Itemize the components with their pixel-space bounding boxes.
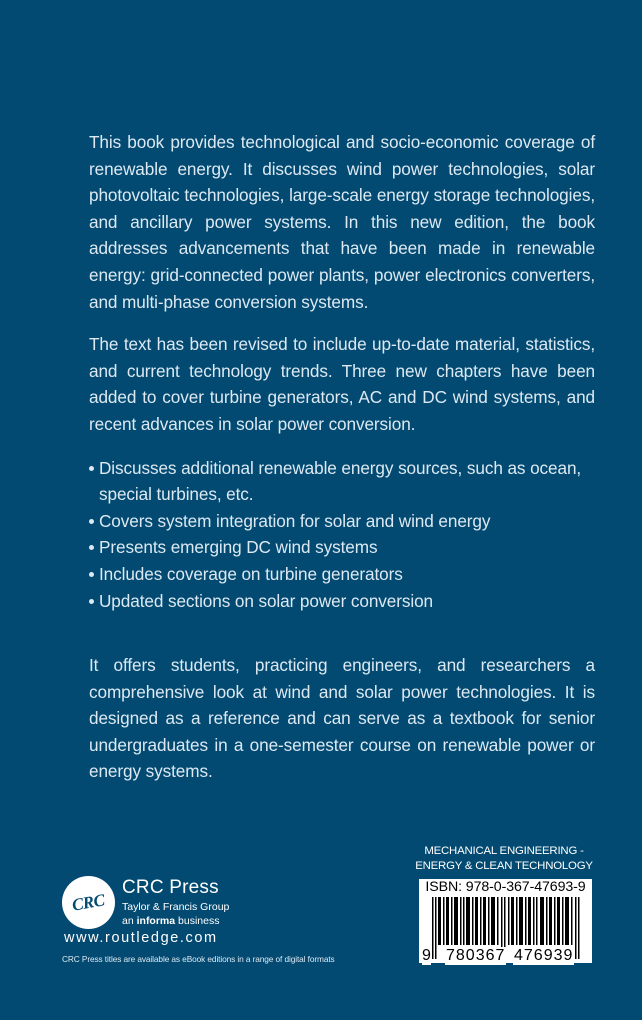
bullet-icon	[89, 599, 94, 604]
bullet-icon	[89, 519, 94, 524]
publisher-website: www.routledge.com	[64, 930, 218, 946]
bullet-icon	[89, 572, 94, 577]
publisher-name: CRC Press	[122, 877, 219, 898]
feature-list-item: Discusses additional renewable energy sources, such as ocean, special turbines, etc.	[89, 455, 595, 508]
ebook-availability-note: CRC Press titles are available as eBook editions in a range of digital formats	[62, 954, 335, 964]
blurb-paragraph-3: It offers students, practicing engineers, and researchers a comprehensive look at wind and solar power technologies. It is designed as a reference and can serve as a textbook for senior undergraduates in a one-semester course on renewable power or energy systems.	[89, 655, 595, 782]
publisher-informa-tagline: an informa business	[122, 915, 220, 927]
classification-line-1: MECHANICAL ENGINEERING -	[424, 845, 584, 857]
feature-list-item: Covers system integration for solar and wind energy	[89, 508, 595, 535]
isbn-barcode	[419, 879, 592, 963]
feature-list-item: Presents emerging DC wind systems	[89, 534, 595, 561]
barcode-lead-digit: 9	[422, 947, 431, 964]
feature-list-item: Includes coverage on turbine generators	[89, 561, 595, 588]
crc-logo-icon: CRC	[62, 876, 115, 929]
barcode-digit-group-1: 780367	[446, 947, 506, 964]
feature-list-item: Updated sections on solar power conversion	[89, 588, 595, 615]
isbn-label: ISBN: 978-0-367-47693-9	[425, 879, 586, 895]
back-cover-blurb	[89, 129, 595, 785]
publisher-group: Taylor & Francis Group	[122, 901, 230, 913]
blurb-paragraph-1: This book provides technological and socio-economic coverage of renewable energy. It discusses wind power technologies, solar photovoltaic technologies, large-scale energy storage technologies, and ancillary power systems. In this new edition, the book addresses advancements that have been made in renewable energy: grid-connected power plants, power electronics converters, and multi-phase conversion systems.	[89, 132, 595, 312]
bullet-icon	[89, 466, 94, 471]
barcode-digit-group-2: 476939	[514, 947, 574, 964]
feature-list	[89, 455, 595, 615]
publisher-block	[62, 876, 382, 976]
classification-line-2: ENERGY & CLEAN TECHNOLOGY	[415, 860, 593, 872]
bullet-icon	[89, 545, 94, 550]
subject-classification	[413, 844, 595, 874]
blurb-paragraph-2: The text has been revised to include up-to-date material, statistics, and current technology trends. Three new chapters have been added to cover turbine generators, AC and DC wind systems, and recent advances in solar power conversion.	[89, 334, 595, 434]
